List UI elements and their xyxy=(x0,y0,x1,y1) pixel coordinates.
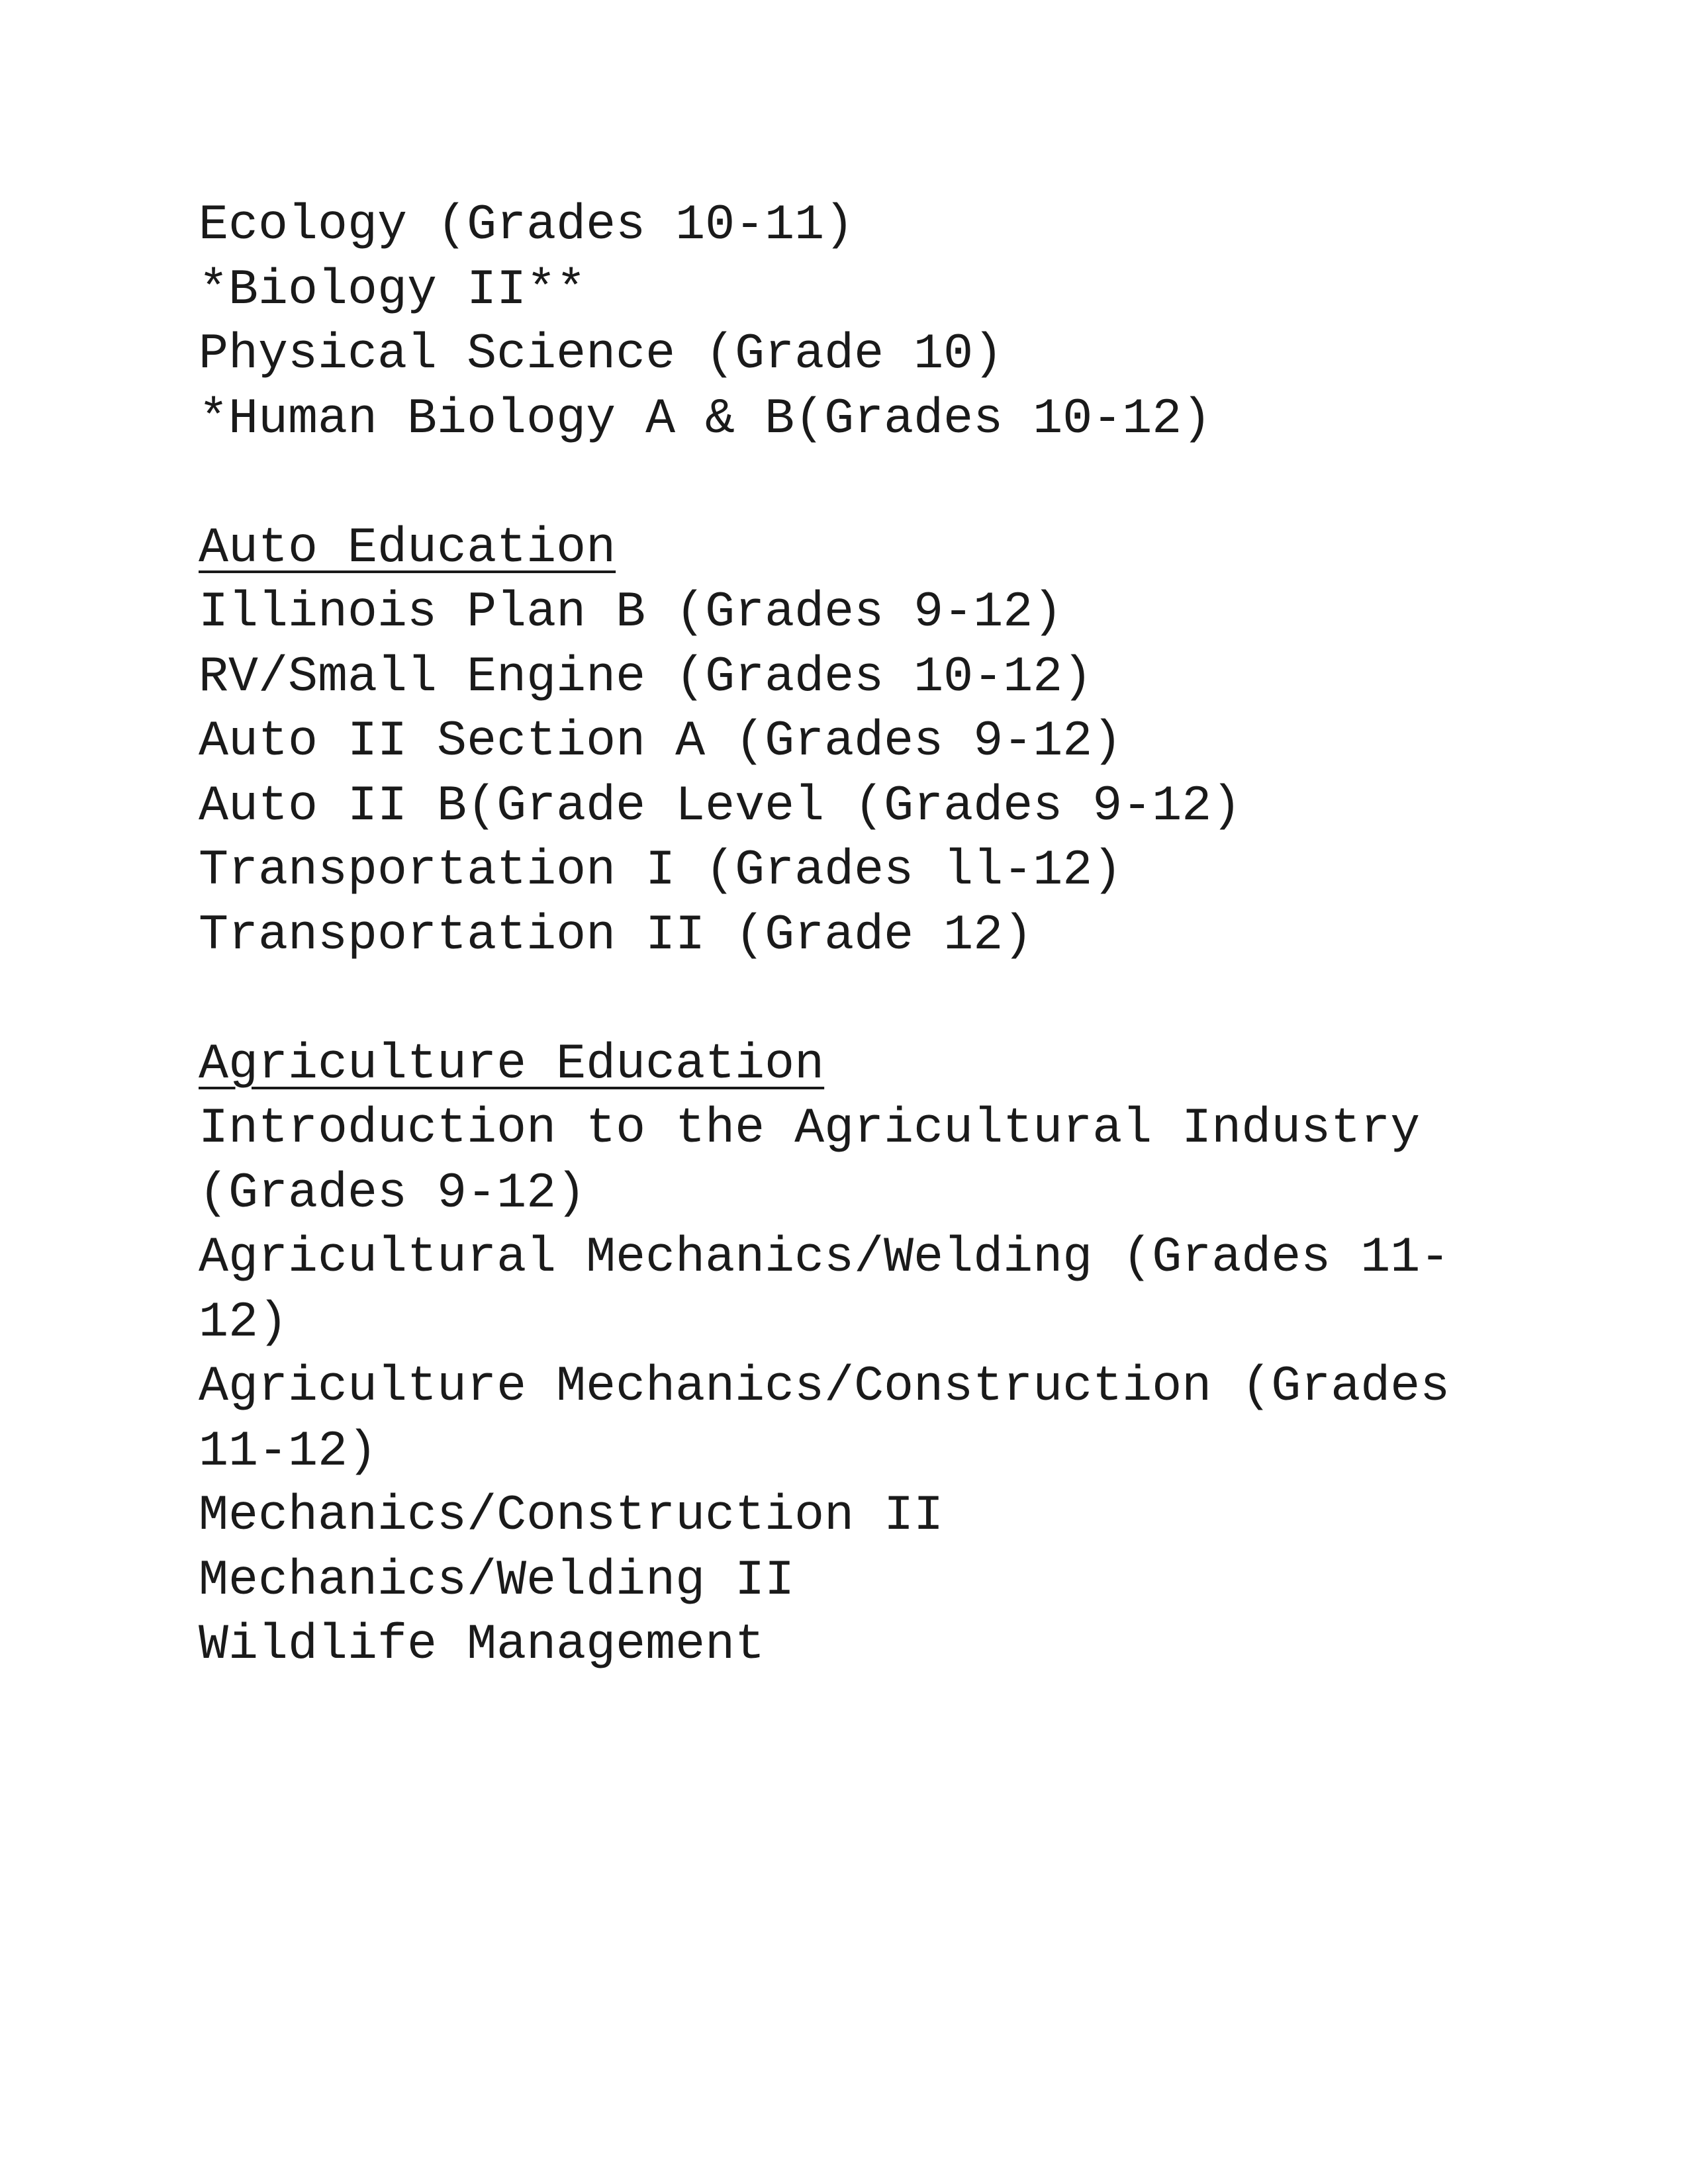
course-item: *Biology II** xyxy=(199,261,586,318)
course-item: *Human Biology A & B(Grades 10-12) xyxy=(199,390,1212,447)
course-item: Illinois Plan B (Grades 9-12) xyxy=(199,584,1063,641)
course-item-continuation: 11-12) xyxy=(199,1423,378,1480)
auto-education-heading xyxy=(199,516,1496,581)
course-item: Auto II Section A (Grades 9-12) xyxy=(199,713,1123,770)
course-item: Auto II B(Grade Level (Grades 9-12) xyxy=(199,778,1242,835)
science-course-list xyxy=(199,193,1496,451)
course-item: Transportation II (Grade 12) xyxy=(199,907,1033,964)
course-item-continuation: (Grades 9-12) xyxy=(199,1165,586,1222)
course-item-continuation: 12) xyxy=(199,1294,289,1351)
course-item: Agriculture Mechanics/Construction (Grades xyxy=(199,1359,1450,1415)
course-item: Mechanics/Welding II xyxy=(199,1552,795,1609)
course-item: Introduction to the Agricultural Industry xyxy=(199,1101,1421,1157)
section-spacer xyxy=(199,451,1496,516)
course-item: Ecology (Grades 10-11) xyxy=(199,197,855,253)
course-item: Agricultural Mechanics/Welding (Grades 11- xyxy=(199,1230,1450,1286)
agriculture-education-heading xyxy=(199,1032,1496,1097)
agriculture-education-section xyxy=(199,1032,1496,1678)
course-item: Wildlife Management xyxy=(199,1617,765,1673)
auto-education-section xyxy=(199,516,1496,968)
course-item: Mechanics/Construction II xyxy=(199,1488,944,1544)
agriculture-education-heading-text: Agriculture Education xyxy=(199,1036,825,1093)
course-list xyxy=(199,193,1496,1678)
section-spacer xyxy=(199,968,1496,1032)
auto-education-heading-text: Auto Education xyxy=(199,520,616,576)
course-item: RV/Small Engine (Grades 10-12) xyxy=(199,649,1093,705)
course-item: Transportation I (Grades ll-12) xyxy=(199,842,1123,899)
course-item: Physical Science (Grade 10) xyxy=(199,326,1004,383)
